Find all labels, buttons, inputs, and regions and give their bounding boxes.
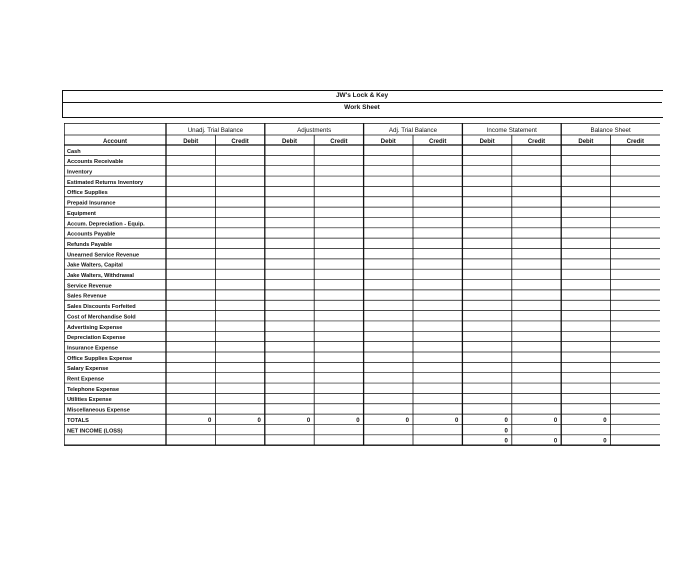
account-name: Service Revenue: [67, 283, 112, 290]
totals-row-value: 0: [208, 417, 212, 424]
totals-row-value: 0: [257, 417, 261, 424]
credit-header: Credit: [626, 139, 644, 145]
header-divider: [62, 102, 662, 103]
totals-row-value: 0: [455, 417, 459, 424]
totals-row-value: 0: [405, 417, 409, 424]
account-name: Rent Expense: [67, 376, 104, 383]
group-header-unadj-trial-balance: Unadj. Trial Balance: [187, 127, 244, 134]
account-name: Cash: [67, 148, 81, 155]
account-name: Estimated Returns Inventory: [67, 179, 144, 186]
final-row-value: 0: [553, 438, 558, 445]
account-name: Prepaid Insurance: [67, 200, 116, 207]
account-name: Office Supplies: [67, 190, 108, 197]
totals-row-value: 0: [603, 417, 607, 424]
company-name: JW's Lock & Key: [335, 92, 389, 99]
account-name: Refunds Payable: [67, 241, 113, 248]
account-name: Salary Expense: [67, 366, 109, 373]
credit-header: Credit: [231, 139, 249, 145]
account-name: Telephone Expense: [67, 386, 120, 393]
totals-row-value: 0: [553, 417, 558, 424]
account-name: Accounts Receivable: [67, 159, 124, 166]
totals-row-value: 0: [306, 417, 311, 424]
account-name: Inventory: [67, 169, 93, 176]
account-name: Accum. Depreciation - Equip.: [67, 221, 145, 228]
account-name: Accounts Payable: [67, 231, 116, 238]
account-name: Jake Walters, Capital: [67, 262, 123, 269]
totals-row-label: TOTALS: [67, 417, 89, 424]
debit-header: Debit: [479, 139, 495, 145]
worksheet-table: [64, 123, 660, 461]
debit-header: Debit: [380, 139, 396, 145]
account-name: Depreciation Expense: [67, 335, 126, 342]
account-name: Sales Revenue: [67, 293, 107, 300]
account-name: Equipment: [67, 210, 96, 217]
group-header-income-statement: Income Statement: [486, 127, 537, 134]
account-name: Insurance Expense: [67, 345, 118, 352]
group-header-adj-trial-balance: Adj. Trial Balance: [388, 127, 438, 134]
final-row-value: 0: [603, 438, 607, 445]
debit-header: Debit: [578, 139, 594, 145]
group-header-balance-sheet: Balance Sheet: [590, 127, 631, 134]
account-name: Utilities Expense: [67, 397, 112, 404]
credit-header: Credit: [330, 139, 348, 145]
credit-header: Credit: [527, 139, 546, 145]
final-row-value: 0: [504, 438, 508, 445]
account-name: Sales Discounts Forfeited: [67, 304, 136, 311]
account-name: Advertising Expense: [67, 324, 123, 331]
totals-row-value: 0: [504, 417, 508, 424]
worksheet-grid: [64, 123, 660, 461]
debit-header: Debit: [183, 139, 199, 145]
account-name: Miscellaneous Expense: [67, 407, 130, 414]
account-name: Jake Walters, Withdrawal: [67, 273, 134, 279]
account-header: Account: [103, 139, 127, 145]
account-name: Cost of Merchandise Sold: [67, 314, 136, 321]
account-name: Unearned Service Revenue: [67, 252, 140, 259]
totals-row-value: 0: [356, 417, 360, 424]
net-income-row-value: 0: [504, 428, 508, 435]
worksheet-title: Work Sheet: [344, 104, 380, 111]
credit-header: Credit: [429, 139, 447, 145]
debit-header: Debit: [282, 139, 297, 145]
group-header-adjustments: Adjustments: [297, 127, 332, 134]
account-name: Office Supplies Expense: [67, 355, 133, 362]
net-income-row-label: NET INCOME (LOSS): [67, 428, 123, 435]
